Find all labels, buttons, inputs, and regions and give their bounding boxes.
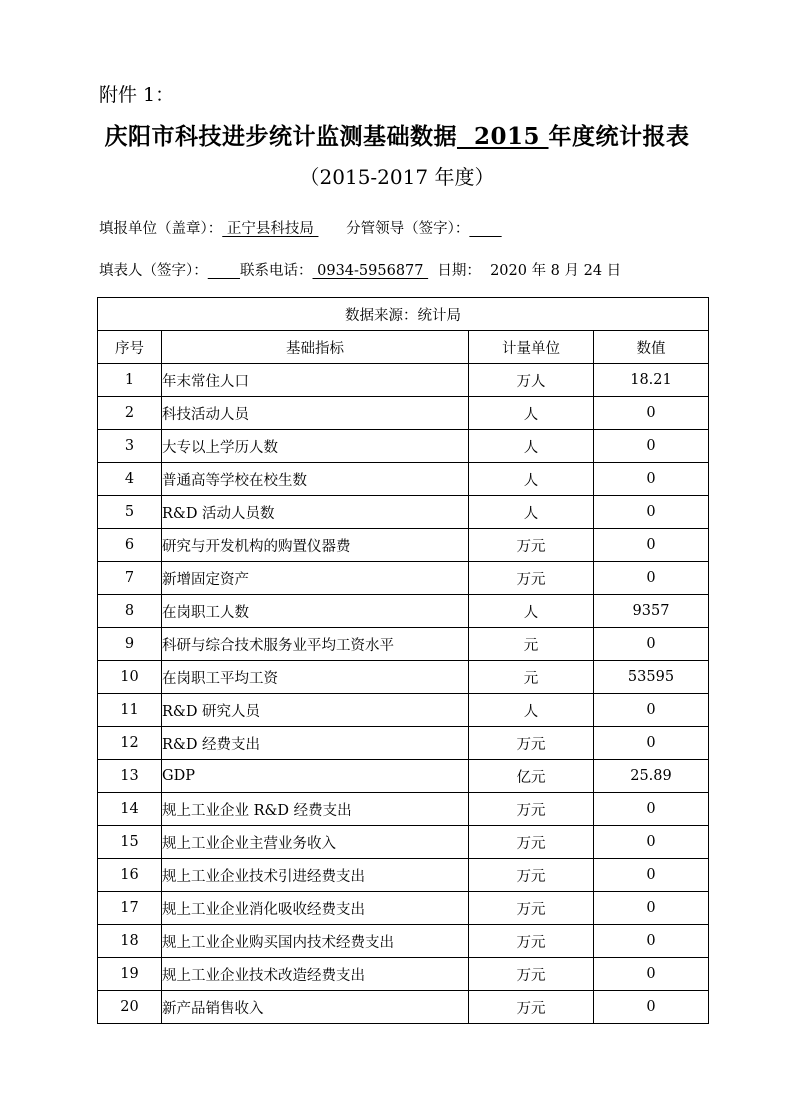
row-unit: 万元 [469, 727, 594, 760]
table-row [98, 727, 709, 760]
row-no: 19 [98, 958, 162, 991]
header-row [98, 331, 709, 364]
row-value: 25.89 [594, 760, 709, 793]
row-indicator: 规上工业企业消化吸收经费支出 [162, 892, 469, 925]
row-indicator: 科研与综合技术服务业平均工资水平 [162, 628, 469, 661]
row-unit: 元 [469, 628, 594, 661]
row-indicator: 规上工业企业 R&D 经费支出 [162, 793, 469, 826]
row-unit: 人 [469, 496, 594, 529]
row-value: 0 [594, 628, 709, 661]
row-indicator: R&D 活动人员数 [162, 496, 469, 529]
header-indicator: 基础指标 [162, 331, 469, 364]
row-unit: 万元 [469, 892, 594, 925]
row-value: 0 [594, 925, 709, 958]
spacer [318, 221, 346, 237]
row-value: 0 [594, 892, 709, 925]
row-unit: 万元 [469, 859, 594, 892]
row-no: 3 [98, 430, 162, 463]
row-unit: 人 [469, 430, 594, 463]
date-value: 2020 年 8 月 24 日 [490, 263, 622, 279]
row-unit: 万元 [469, 958, 594, 991]
row-indicator: 新增固定资产 [162, 562, 469, 595]
table-row [98, 859, 709, 892]
row-indicator: 规上工业企业购买国内技术经费支出 [162, 925, 469, 958]
header-value: 数值 [594, 331, 709, 364]
row-unit: 人 [469, 463, 594, 496]
table-row [98, 661, 709, 694]
row-indicator: 规上工业企业主营业务收入 [162, 826, 469, 859]
table-row [98, 892, 709, 925]
table-row [98, 793, 709, 826]
header-no: 序号 [98, 331, 162, 364]
row-no: 11 [98, 694, 162, 727]
row-value: 0 [594, 529, 709, 562]
row-no: 5 [98, 496, 162, 529]
row-indicator: 普通高等学校在校生数 [162, 463, 469, 496]
row-value: 0 [594, 397, 709, 430]
table-row [98, 694, 709, 727]
filler-label: 填表人（签字）： [99, 263, 208, 279]
table-row [98, 595, 709, 628]
unit-value[interactable]: 正宁县科技局 [222, 221, 319, 237]
table-row [98, 562, 709, 595]
row-value: 0 [594, 793, 709, 826]
table-row [98, 463, 709, 496]
phone-label: 联系电话： [240, 263, 313, 279]
row-unit: 人 [469, 694, 594, 727]
table-row [98, 958, 709, 991]
table-row [98, 991, 709, 1024]
leader-signature-field[interactable] [469, 221, 501, 237]
form-line-filler [99, 259, 621, 280]
row-unit: 万人 [469, 364, 594, 397]
date-label: 日期： [437, 263, 481, 279]
row-indicator: R&D 研究人员 [162, 694, 469, 727]
title-prefix: 庆阳市科技进步统计监测基础数据 [104, 123, 457, 150]
table-row [98, 364, 709, 397]
row-indicator: 在岗职工人数 [162, 595, 469, 628]
row-no: 2 [98, 397, 162, 430]
row-no: 8 [98, 595, 162, 628]
row-indicator: 新产品销售收入 [162, 991, 469, 1024]
attachment-label: 附件 1： [99, 84, 175, 106]
row-no: 9 [98, 628, 162, 661]
row-no: 15 [98, 826, 162, 859]
row-indicator: GDP [162, 760, 469, 793]
row-value: 18.21 [594, 364, 709, 397]
row-no: 13 [98, 760, 162, 793]
leader-label: 分管领导（签字）： [346, 221, 470, 237]
row-value: 0 [594, 991, 709, 1024]
row-unit: 人 [469, 595, 594, 628]
table-row [98, 430, 709, 463]
row-unit: 万元 [469, 529, 594, 562]
row-indicator: 年末常住人口 [162, 364, 469, 397]
row-indicator: 规上工业企业技术改造经费支出 [162, 958, 469, 991]
table-row [98, 760, 709, 793]
title-blank-tail [540, 123, 549, 150]
table-row [98, 397, 709, 430]
row-value: 0 [594, 727, 709, 760]
phone-value[interactable]: 0934-5956877 [312, 263, 429, 279]
row-no: 17 [98, 892, 162, 925]
title-suffix: 年度统计报表 [548, 123, 690, 150]
row-value: 0 [594, 562, 709, 595]
header-unit: 计量单位 [469, 331, 594, 364]
row-unit: 万元 [469, 562, 594, 595]
row-no: 1 [98, 364, 162, 397]
row-value: 9357 [594, 595, 709, 628]
table-row [98, 826, 709, 859]
row-value: 0 [594, 694, 709, 727]
source-row [98, 298, 709, 331]
row-value: 0 [594, 859, 709, 892]
table-row [98, 628, 709, 661]
row-value: 0 [594, 496, 709, 529]
row-unit: 万元 [469, 991, 594, 1024]
row-indicator: 研究与开发机构的购置仪器费 [162, 529, 469, 562]
row-unit: 亿元 [469, 760, 594, 793]
row-indicator: 规上工业企业技术引进经费支出 [162, 859, 469, 892]
row-value: 0 [594, 430, 709, 463]
row-no: 12 [98, 727, 162, 760]
row-no: 7 [98, 562, 162, 595]
row-no: 18 [98, 925, 162, 958]
title-year: 2015 [473, 123, 540, 150]
row-value: 53595 [594, 661, 709, 694]
row-value: 0 [594, 463, 709, 496]
report-title [0, 118, 794, 151]
row-unit: 元 [469, 661, 594, 694]
unit-label: 填报单位（盖章）： [99, 221, 223, 237]
row-unit: 人 [469, 397, 594, 430]
row-indicator: 在岗职工平均工资 [162, 661, 469, 694]
table-row [98, 925, 709, 958]
row-no: 20 [98, 991, 162, 1024]
data-table [97, 297, 709, 1024]
row-no: 6 [98, 529, 162, 562]
row-no: 14 [98, 793, 162, 826]
row-value: 0 [594, 826, 709, 859]
filler-signature-field[interactable] [208, 263, 240, 279]
row-indicator: 大专以上学历人数 [162, 430, 469, 463]
row-no: 16 [98, 859, 162, 892]
table-row [98, 496, 709, 529]
title-year-underlined [457, 123, 549, 150]
form-line-unit [99, 217, 502, 238]
spacer [481, 263, 490, 279]
row-unit: 万元 [469, 826, 594, 859]
spacer [428, 263, 437, 279]
row-unit: 万元 [469, 925, 594, 958]
title-blank-lead [457, 123, 474, 150]
row-indicator: R&D 经费支出 [162, 727, 469, 760]
row-unit: 万元 [469, 793, 594, 826]
row-no: 4 [98, 463, 162, 496]
row-no: 10 [98, 661, 162, 694]
row-indicator: 科技活动人员 [162, 397, 469, 430]
table-row [98, 529, 709, 562]
row-value: 0 [594, 958, 709, 991]
data-source: 数据来源：统计局 [98, 298, 709, 331]
report-subtitle: （2015-2017 年度） [299, 165, 495, 189]
